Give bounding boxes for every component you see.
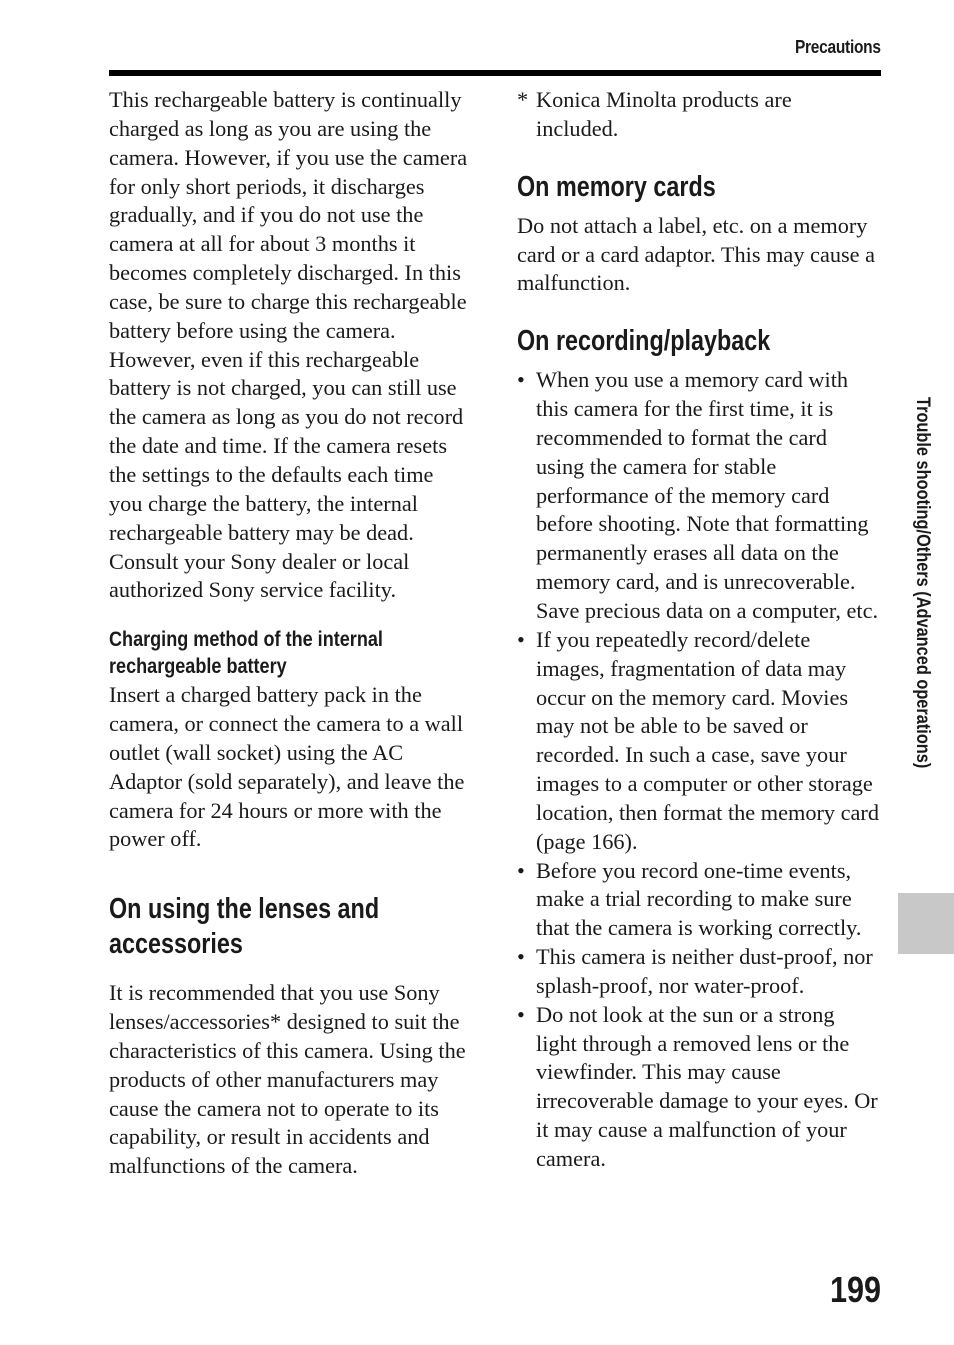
charging-heading-line-2: rechargeable battery [109, 653, 287, 678]
list-item-text: When you use a memory card with this camera for the first time, it is recommended to format the card using the camera for stable performance of the memory card before shooting. Note that formatting permanently erases all data on the memory card, and is unrecoverable. Save precious data on a computer, etc. [536, 367, 879, 623]
bullet-icon: • [517, 367, 525, 393]
list-item-text: Do not look at the sun or a strong light through a removed lens or the viewfinder. This may cause irrecoverable damage to your eyes. Or it may cause a malfunction of your camera. [536, 1001, 878, 1171]
list-item-text: If you repeatedly record/delete images, fragmentation of data may occur on the memory card. Movies may not be able to be saved or recorded. In such a case, save your images to a computer or other storage location, then format the memory card (page 166). [536, 626, 879, 854]
battery-paragraph-1: This rechargeable battery is continually charged as long as you are using the camera. However, if you use the camera for only short periods, it discharges gradually, and if you do not use the camera at all for about 3 months it becomes completely discharged. In this case, be sure to charge this rechargeable battery before using the camera. [109, 87, 468, 343]
bullet-icon: • [517, 626, 525, 652]
lenses-heading-line-1: On using the lenses and [109, 893, 380, 926]
list-item [517, 626, 879, 857]
bullet-icon: • [517, 857, 525, 883]
header-rule [109, 70, 881, 76]
lenses-section-heading [109, 892, 406, 962]
charging-heading-line-1: Charging method of the internal [109, 627, 383, 652]
left-column [109, 86, 471, 1181]
list-item [517, 1001, 879, 1174]
running-header: Precautions [795, 37, 881, 57]
list-item [517, 943, 879, 1001]
list-item-text: This camera is neither dust-proof, nor splash-proof, nor water-proof. [536, 944, 873, 998]
lenses-heading-line-2: accessories [109, 928, 243, 961]
right-column [517, 86, 879, 1174]
bullet-icon: • [517, 944, 525, 970]
section-thumb-tab [898, 893, 954, 954]
memory-cards-heading: On memory cards [517, 170, 716, 203]
section-side-title [910, 397, 934, 873]
memory-cards-paragraph: Do not attach a label, etc. on a memory card or a card adaptor. This may cause a malfunction. [517, 212, 876, 296]
bullet-icon: • [517, 1001, 525, 1027]
charging-method-paragraph: Insert a charged battery pack in the camera, or connect the camera to a wall outlet (wall socket) using the AC Adaptor (sold separately), and leave the camera for 24 hours or more with the power off. [109, 682, 465, 852]
page-number: 199 [829, 1269, 881, 1310]
footnote [517, 86, 879, 144]
recording-playback-list [517, 366, 879, 1174]
list-item-text: Before you record one-time events, make a trial recording to make sure that the camera is working correctly. [536, 857, 862, 941]
footnote-asterisk: * [517, 87, 529, 112]
lenses-paragraph: It is recommended that you use Sony lenses/accessories* designed to suit the characteristics of this camera. Using the products of other manufacturers may cause the camera not to operate to its capability, or result in accidents and malfunctions of the camera. [109, 980, 466, 1179]
section-side-title-text: Trouble shooting/Others (Advanced operations) [912, 397, 933, 769]
list-item [517, 366, 879, 626]
charging-method-heading [109, 626, 413, 679]
footnote-text: Konica Minolta products are included. [536, 87, 792, 141]
list-item [517, 857, 879, 944]
battery-paragraph-2: However, even if this rechargeable battery is not charged, you can still use the camera as long as you do not record the date and time. If the camera resets the settings to the defaults each time you charge the battery, the internal rechargeable battery may be dead. Consult your Sony dealer or local authorized Sony service facility. [109, 346, 464, 603]
recording-playback-heading: On recording/playback [517, 325, 771, 358]
